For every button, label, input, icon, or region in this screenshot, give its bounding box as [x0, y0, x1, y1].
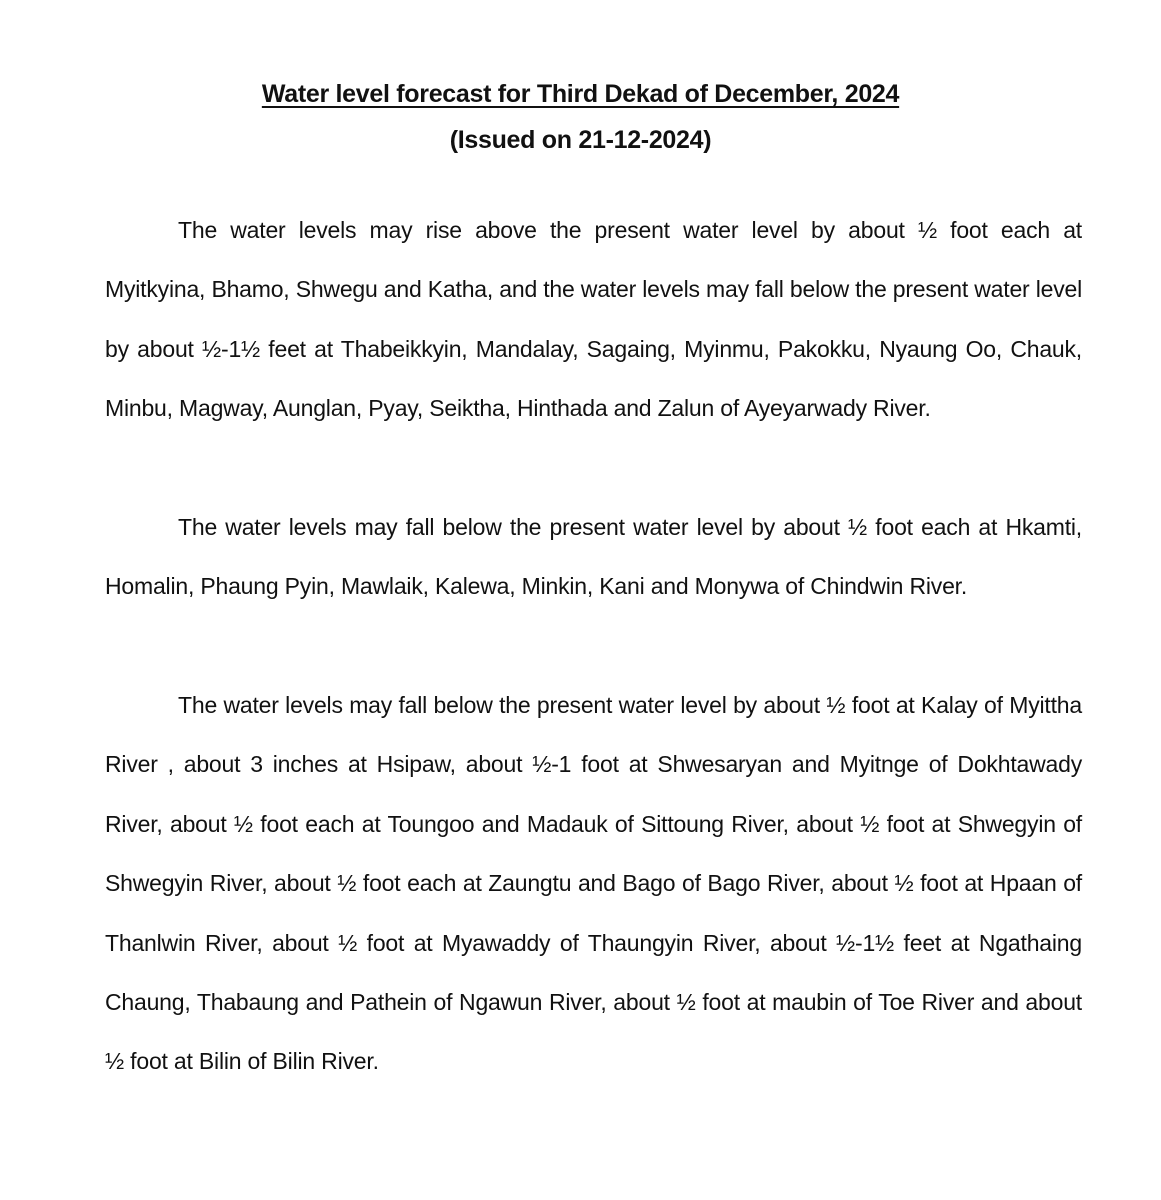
forecast-paragraph-ayeyarwady: The water levels may rise above the present water level by about ½ foot each at Myitkyina, Bhamo, Shwegu and Katha, and the water levels may fall below the present water level by about ½-1½ feet at Thabeikkyin, Mandalay, Sagaing, Myinmu, Pakokku, Nyaung Oo, Chauk, Minbu, Magway, Aunglan, Pyay, Seiktha, Hinthada and Zalun of Ayeyarwady River.	[105, 217, 1082, 422]
forecast-paragraph-other-rivers: The water levels may fall below the present water level by about ½ foot at Kalay of Myittha River , about 3 inches at Hsipaw, about ½-1 foot at Shwesaryan and Myitnge of Dokhtawady River, about ½ foot each at Toungoo and Madauk of Sittoung River, about ½ foot at Shwegyin of Shwegyin River, about ½ foot each at Zaungtu and Bago of Bago River, about ½ foot at Hpaan of Thanlwin River, about ½ foot at Myawaddy of Thaungyin River, about ½-1½ feet at Ngathaing Chaung, Thabaung and Pathein of Ngawun River, about ½ foot at maubin of Toe River and about ½ foot at Bilin of Bilin River.	[105, 692, 1082, 1075]
document-title: Water level forecast for Third Dekad of December, 2024	[261, 80, 900, 108]
issued-date: (Issued on 21-12-2024)	[449, 126, 712, 154]
forecast-paragraph-chindwin: The water levels may fall below the present water level by about ½ foot each at Hkamti, Homalin, Phaung Pyin, Mawlaik, Kalewa, Minkin, Kani and Monywa of Chindwin River.	[105, 514, 1082, 600]
